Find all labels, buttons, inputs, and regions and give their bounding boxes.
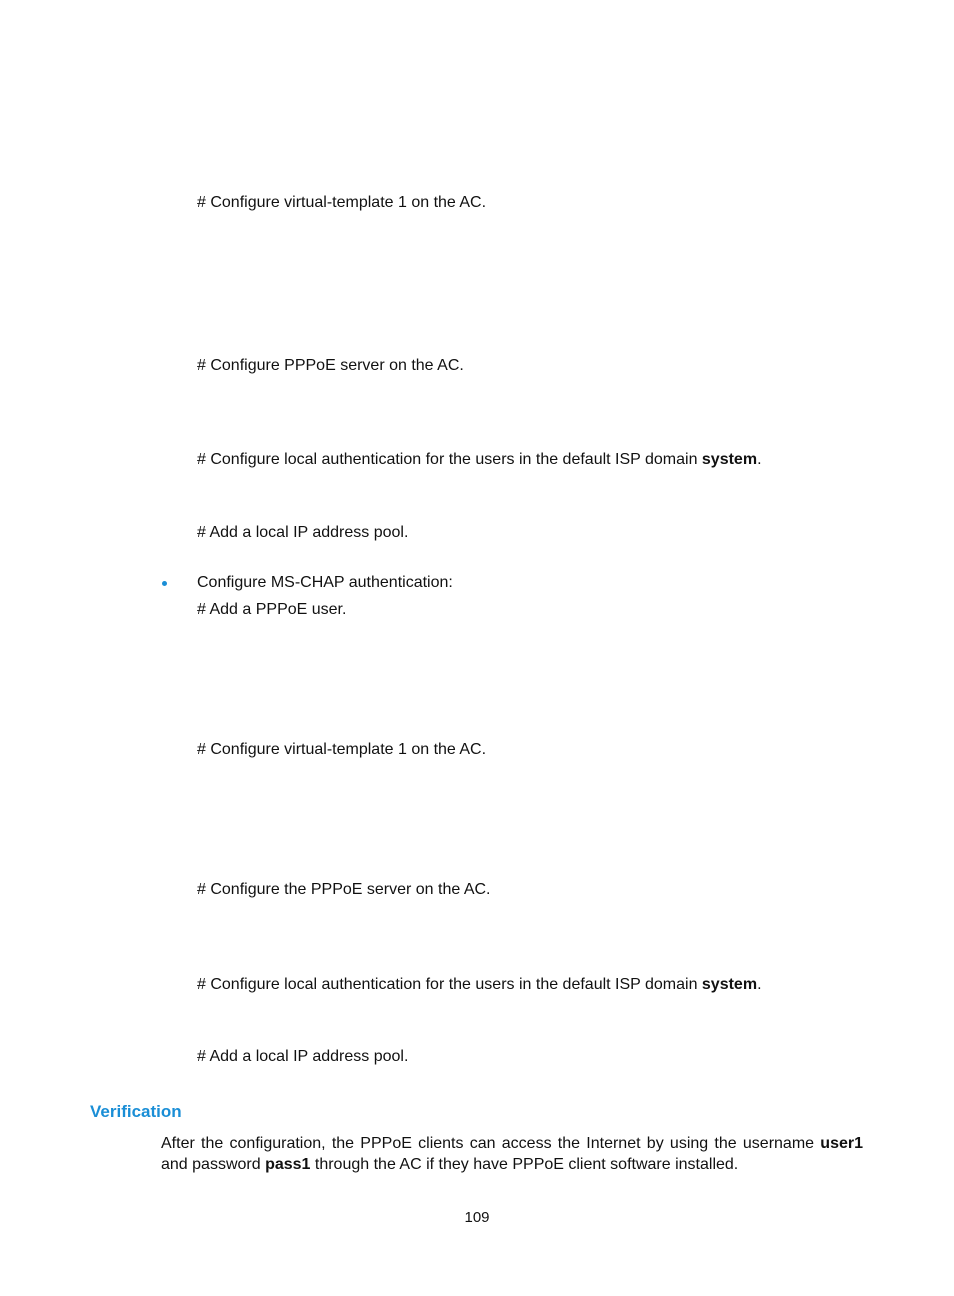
- step-configure-local-authentication: # Configure local authentication for the users in the default ISP domain system.: [197, 451, 762, 468]
- step-add-ip-pool-2: # Add a local IP address pool.: [197, 1048, 409, 1065]
- step-configure-local-authentication-2: # Configure local authentication for the users in the default ISP domain system.: [197, 976, 762, 993]
- bullet-icon: [162, 581, 167, 586]
- username: user1: [820, 1135, 863, 1152]
- step-add-pppoe-user: # Add a PPPoE user.: [197, 601, 347, 618]
- step-configure-pppoe-server-2: # Configure the PPPoE server on the AC.: [197, 881, 491, 898]
- bullet-item-ms-chap: Configure MS-CHAP authentication:: [197, 574, 453, 591]
- step-add-ip-pool: # Add a local IP address pool.: [197, 524, 409, 541]
- password: pass1: [265, 1156, 311, 1173]
- step-configure-virtual-template-2: # Configure virtual-template 1 on the AC.: [197, 741, 487, 758]
- step-configure-pppoe-server: # Configure PPPoE server on the AC.: [197, 357, 464, 374]
- domain-name: system: [701, 976, 758, 993]
- verification-paragraph: After the configuration, the PPPoE clients can access the Internet by using the username user1 and password pass1 through the AC if they have PPPoE client software installed.: [161, 1135, 863, 1173]
- section-heading-verification: Verification: [90, 1102, 182, 1121]
- domain-name: system: [701, 451, 758, 468]
- step-configure-virtual-template: # Configure virtual-template 1 on the AC.: [197, 194, 487, 211]
- page-number: 109: [464, 1209, 490, 1226]
